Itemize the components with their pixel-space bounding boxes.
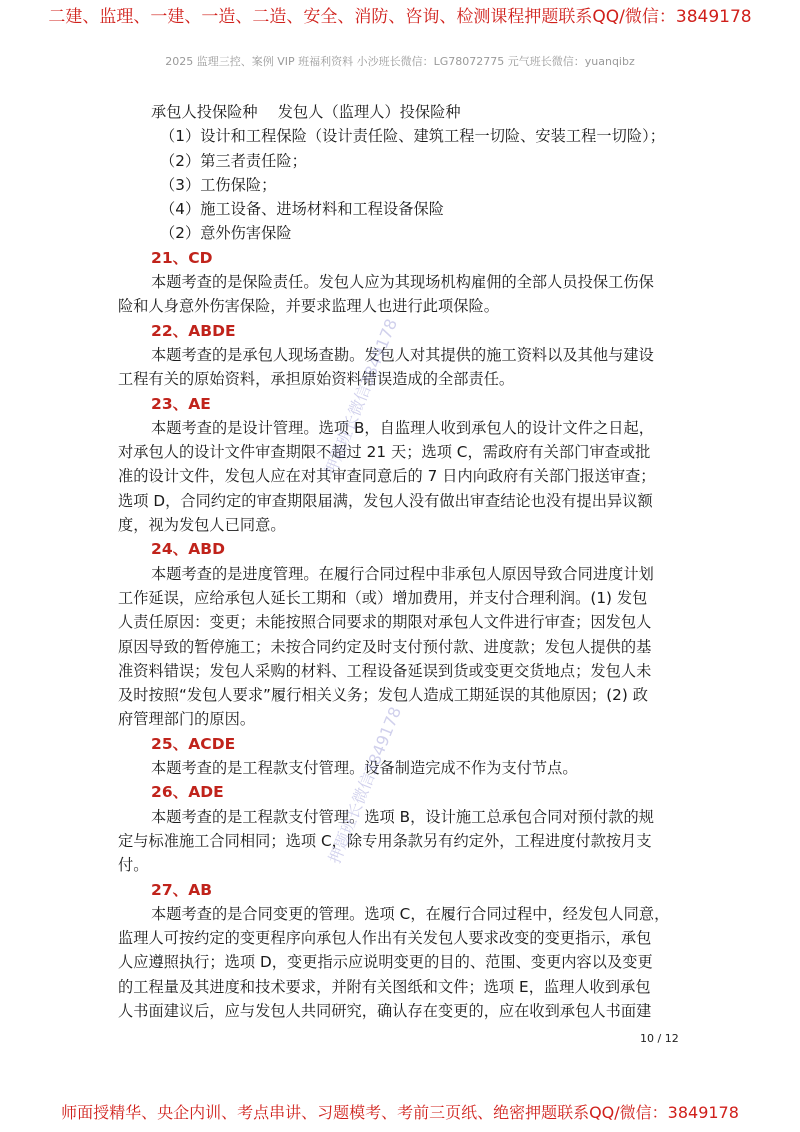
answer-heading: 23、AE (151, 394, 211, 413)
paragraph-line: 人责任原因：变更；未能按照合同要求的期限对承包人文件进行审查；因发包人 (118, 613, 652, 632)
page-number: 10 / 12 (640, 1032, 679, 1045)
watermark-text: 押题班长微信3849178 (324, 704, 406, 867)
paragraph-line: 工作延误，应给承包人延长工期和（或）增加费用，并支付合理利润。(1) 发包 (118, 588, 648, 607)
paragraph-line: 对承包人的设计文件审查期限不超过 21 天；选项 C，需政府有关部门审查或批 (118, 443, 651, 462)
paragraph-line: 本题考查的是工程款支付管理。选项 B，设计施工总承包合同对预付款的规 (151, 807, 654, 826)
paragraph-line: 府管理部门的原因。 (118, 710, 256, 729)
answer-heading: 26、ADE (151, 783, 224, 802)
section-heading-line: 承包人投保险种 发包人（监理人）投保险种 (151, 103, 461, 121)
paragraph-line: 人应遵照执行；选项 D，变更指示应说明变更的目的、范围、变更内容以及变更 (118, 953, 653, 972)
list-item: （2）第三者责任险； (160, 151, 307, 170)
paragraph-line: 准资料错误；发包人采购的材料、工程设备延误到货或变更交货地点；发包人未 (118, 661, 652, 680)
bottom-promo-banner: 师面授精华、央企内训、考点串讲、习题模考、考前三页纸、绝密押题联系QQ/微信：3849178 (61, 1103, 739, 1122)
document-sub-header: 2025 监理三控、案例 VIP 班福利资料 小沙班长微信：LG78072775 元气班长微信：yuanqibz (165, 55, 635, 68)
answer-heading: 24、ABD (151, 540, 226, 559)
paragraph-line: 及时按照“发包人要求”履行相关义务；发包人造成工期延误的其他原因；(2) 政 (118, 686, 648, 705)
paragraph-line: 本题考查的是设计管理。选项 B，自监理人收到承包人的设计文件之日起， (151, 418, 654, 437)
paragraph-line: 险和人身意外伤害保险，并要求监理人也进行此项保险。 (118, 297, 499, 316)
answer-heading: 27、AB (151, 880, 213, 899)
watermark-text: 押题班长微信3849178 (320, 316, 402, 479)
list-item: （1）设计和工程保险（设计责任险、建筑工程一切险、安装工程一切险）； (160, 127, 665, 146)
paragraph-line: 原因导致的暂停施工；未按合同约定及时支付预付款、进度款；发包人提供的基 (118, 637, 652, 656)
list-item: （4）施工设备、进场材料和工程设备保险 (160, 200, 444, 219)
paragraph-line: 本题考查的是承包人现场查勘。发包人对其提供的施工资料以及其他与建设 (151, 345, 654, 364)
paragraph-line: 工程有关的原始资料，承担原始资料错误造成的全部责任。 (118, 370, 515, 389)
document-body (118, 100, 692, 1023)
paragraph-line: 本题考查的是进度管理。在履行合同过程中非承包人原因导致合同进度计划 (151, 564, 654, 583)
paragraph-line: 选项 D，合同约定的审查期限届满，发包人没有做出审查结论也没有提出异议额 (118, 491, 653, 510)
paragraph-line: 本题考查的是工程款支付管理。设备制造完成不作为支付节点。 (151, 759, 578, 778)
paragraph-line: 本题考查的是保险责任。发包人应为其现场机构雇佣的全部人员投保工伤保 (151, 273, 654, 292)
paragraph-line: 付。 (118, 856, 149, 875)
list-item: （3）工伤保险； (160, 175, 277, 194)
answer-heading: 25、ACDE (151, 734, 236, 753)
paragraph-line: 人书面建议后，应与发包人共同研究，确认存在变更的，应在收到承包人书面建 (118, 1001, 652, 1020)
paragraph-line: 准的设计文件，发包人应在对其审查同意后的 7 日内向政府有关部门报送审查； (118, 467, 656, 486)
paragraph-line: 定与标准施工合同相同；选项 C，除专用条款另有约定外，工程进度付款按月支 (118, 831, 652, 850)
paragraph-line: 度，视为发包人已同意。 (118, 516, 286, 535)
top-promo-banner: 二建、监理、一建、一造、二造、安全、消防、咨询、检测课程押题联系QQ/微信：3849178 (48, 7, 752, 27)
answer-heading: 22、ABDE (151, 321, 236, 340)
paragraph-line: 监理人可按约定的变更程序向承包人作出有关发包人要求改变的变更指示，承包 (118, 929, 652, 948)
paragraph-line: 的工程量及其进度和技术要求，并附有关图纸和文件；选项 E，监理人收到承包 (118, 977, 651, 996)
list-item: （2）意外伤害保险 (160, 224, 292, 243)
answer-heading: 21、CD (151, 248, 213, 267)
paragraph-line: 本题考查的是合同变更的管理。选项 C，在履行合同过程中，经发包人同意， (151, 904, 670, 923)
